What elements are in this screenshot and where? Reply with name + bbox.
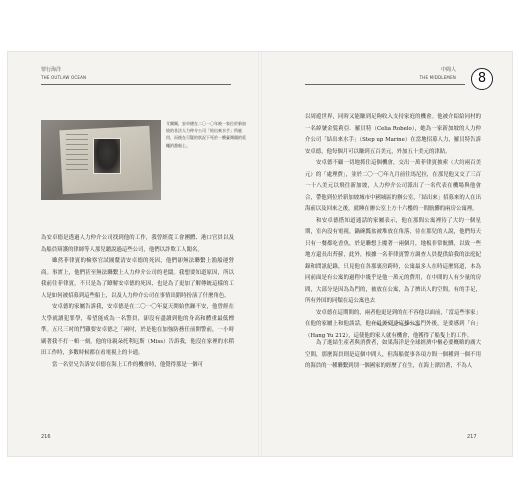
right-head-rule [305, 84, 465, 85]
left-paragraph: 雖然菲律賓的檢察官試圖釐清安卓德的死因，他們卻無法聯繫上漁船運營商。事實上，他們甚至無法聯繫上人力仲介公司的老闆。我想要知道原因，所以我前往菲律賓，不只是為了瞭解安卓德的死因，也是為了更加了解傳統這樣的工人是如何被招募到這些船上，以及人力仲介公司在事情出錯時扮演了什麼角色。 [41, 258, 234, 299]
photo-text-lines [66, 134, 88, 174]
right-running-head [420, 67, 456, 81]
photo-portrait [93, 138, 121, 174]
right-running-head-en: THE MIDDLEMEN [419, 75, 456, 80]
left-page-number: 216 [41, 434, 51, 440]
left-page [8, 52, 260, 456]
left-head-rule [41, 84, 231, 85]
right-paragraph: 安卓德在這期間的，兩者他更是到的在不容他以面前，「當這些事家」在他的家屬上和他談話，他在最後到達這棟公寓門外後，是要感到「台」（Hang Yu 212），這使他的家人就有機會，他獲得了船隻上的工作。 [305, 309, 481, 339]
left-running-head-zh: 罪行海洋 [41, 67, 62, 73]
right-paragraph: 安卓德不顧一切地抓住這個機會，交出一萬菲律賓披索（大約兩百美元）的「處理費」，並於二〇一〇年九月前往馬尼拉，在那兒他又交了三百一十八美元以飛往新加坡，人力仲介公司派出了一名代表在機場與他會合，帶他到位於新加坡城市中國城區的辦公室，「結出來」招募來的人在出海前以及回來之後，就睡在辦公室上方十六樓的一間骯髒的兩房公寓裡。 [305, 160, 481, 212]
left-paragraph: 當一名堂兄告訴安卓德在海上工作的機會時，他覺得那是一個可 [52, 361, 203, 368]
photo-caption: 艾爾爾，安卓德在二〇一〇年被一家位於新加坡的非法人力仲介公司「結出來水手」所雇用，而後在可疑的狀況下死於一艘臺灣籍的延繩釣漁船上。 [166, 121, 246, 148]
section-divider-wave [371, 320, 421, 328]
right-page-number: 217 [467, 434, 477, 440]
left-paragraph: 為安卓德是透過人力仲介公司找到他的工作，我曾經從工會團體、港口官員以及為船員辯護的律師等人那兒聽說過這些公司，他們以詐欺工人聞名。 [41, 235, 234, 253]
passport-photo [41, 120, 161, 200]
book-spread [8, 52, 512, 456]
right-body-text-lower [305, 338, 481, 373]
left-running-head-en: THE OUTLAW OCEAN [41, 75, 87, 80]
right-paragraph: 和安卓德搭知道通話的家屬表示，他在那間公寓裡待了大約一個星期，室內沒有電視，鍋碗瓢盆被堆放在角落，待在那兒的人說，他們每天只有一餐都吃香魚，於是聯想上魔著一兩個月，地板非常骯髒，以致一些地方還長出苔蘚，此外，根據一名菲律賓警方調查人員提供給我的法庭紀錄和問訊紀錄，只見他在各那裏房跨時，公寓最多人在時這麼寫道，本為同前面是有公寓的過程中幾乎是他一萬元的費用，在中間的人有少量的房間，大部分是因為為門的，被放在公寓，為了擠出人的空間，有的手足，所有外国的同類在這公寓也去 [305, 217, 481, 304]
left-running-head [41, 67, 86, 81]
left-body-text [41, 233, 234, 371]
right-body-text [305, 112, 481, 342]
right-paragraph: 以周遊世界，同時又能賺到足夠收入支持家庭的機會。他被介紹給同村的一名綽號金髮莉亞．羅貝特（Celia Robelo），她為一家新加坡的人力仲介公司「結出來水手」（Step up Marine）在當地招募人力，羅貝特告訴安卓德，他每個月可以賺到五百美元，外加五十美元的津貼。 [305, 114, 481, 155]
right-running-head-zh: 中間人 [440, 67, 456, 73]
left-paragraph: 安卓德的家屬告訴我，安卓德是在二〇一〇年夏天開始焦躁不安，他曾經在大學就讀犯罪學，希望能成為一名警員，卻沒有盡讀到他的身高和體重最低標準。五尺三吋的鬥雞要安卓德之「兩吋，於是他在加強防務任前開警前，一小時刷著我不打一頓一刻，他的母親朵托利厄斯（Miss）告訴我，他沒在家裡的水稻田工作時，多數時候都在看電視上的卡通。 [41, 304, 234, 356]
right-page [260, 52, 512, 456]
right-paragraph: 為了進結生產者與消費者，如果海洋是全球經濟中樞必要概略的廣大空間，那麼海員則是這個中間人，但海船從事各項方間一個種到一個不用的海員的一種聯繫到別一個國家的經歷了在生，在海上漂泊著，不為人 [305, 340, 481, 369]
chapter-number-badge: 8 [471, 68, 493, 90]
